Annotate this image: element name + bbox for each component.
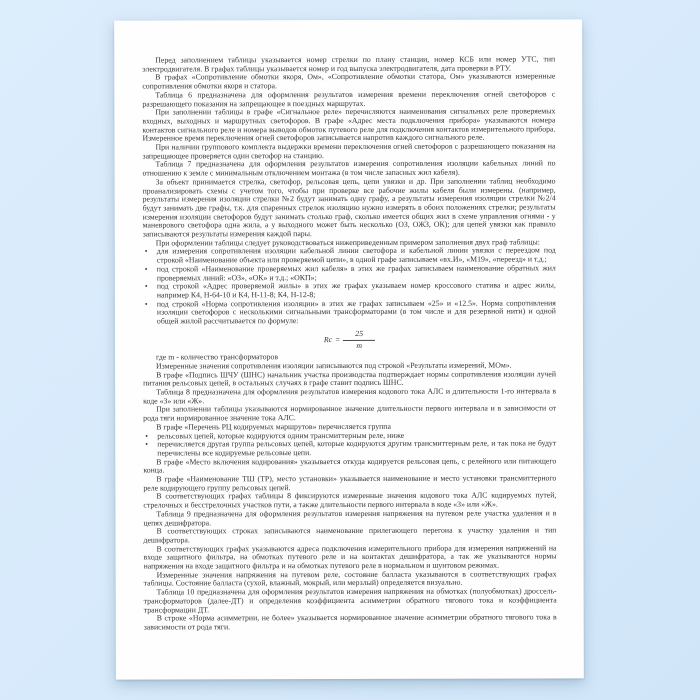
paragraph: Перед заполнением таблицы указывается номер стрелки по плану станции, номер КСБ или номер УТС, тип электродвигателя. В графах таблицы указывается номер и год выпуска электродвигателя, дата проверки в РТУ.	[142, 54, 556, 74]
paragraph: В строке «Норма асимметрии, не более» указывается нормированное значение асимметрии обратного тягового тока в зависимости от рода тяги.	[143, 612, 557, 632]
bullet-dot-icon: •	[144, 264, 148, 274]
bullet-text: рельсовых цепей, которые кодируются одним трансмиттерным реле, ниже	[157, 430, 405, 441]
paragraph: В графах «Сопротивление обмотки якоря, Ом», «Сопротивление обмотки статора, Ом» указываются измеренные сопротивления обмотки якоря и статора.	[142, 71, 556, 91]
bullet-dot-icon: •	[144, 281, 148, 291]
paragraph: В графе «Место включения кодирования» указывается откуда кодируется рельсовая цепь, с релейного или питающего конца.	[143, 456, 557, 475]
document-page	[114, 19, 584, 679]
bullet-dot-icon: •	[145, 431, 148, 441]
paragraph: В соответствующих графах таблицы 8 фиксируются измеренные значения кодового тока АЛС кодируемых путей, стрелочных и бесстрелочных участков пути, а также длительности первого интервала в коде «З» или «Ж».	[143, 490, 557, 510]
formula	[143, 329, 556, 350]
paragraph: При заполнении таблицы в графе «Сигнальное реле» перечисляются наименования сигнальных реле проверяемых входных, выходных и маршрутных светофоров. В графе «Адрес места подключения прибора» указываются номера контактов сигнального реле и номера выводов обмоток путевого реле для подключения контактов измерительного прибора. Измеренное время переключения огней светофоров записывается напротив каждого сигнального реле.	[142, 106, 556, 143]
paragraph: За объект принимается стрелка, светофор, рельсовая цепь, цепи увязки и др. При заполнении таблиц необходимо проанализировать схемы с учетом того, чтобы при проверке все рабочие жилы кабеля были измерены. (например, результаты измерения изоляции стрелки №2 будут занимать одну графу, а результаты измерения изоляции стрелки №2/4 будут занимать две графы, т.к. для спаренных стрелок изоляцию нужно измерять в обоих положениях стрелки; результаты измерения изоляции светофоров будут занимать столько граф, сколько имеется общих жил в схеме управления огнями - у маневрового светофора одна жила, а у выходного может быть несколько (ОЗ, ОЖЗ, ОК); для цепей увязки как правило записываются результаты измерения каждой пары.	[142, 176, 556, 239]
bullet-text: под строкой «Наименование проверяемых жил кабеля» в этих же графах записываем наименование обратных жил проверяемых линий: «ОЗ», «ОК» и т.д.; «ОКП»;	[156, 263, 556, 283]
paragraph: Измеренные значения сопротивления изоляции записываются под строкой «Результаты измерений, МОм».	[156, 360, 512, 371]
paragraph: При наличии группового комплекта выдержки времени переключения огней светофоров с разрешающего показания на запрещающее проверяется один светофор на станцию.	[142, 141, 556, 161]
paragraph: В графе «Перечень РЦ кодируемых маршрутов» перечисляется группа	[156, 421, 391, 432]
paragraph: Таблица 8 предназначена для оформления результатов измерения кодового тока АЛС и длительности 1-го интервала в коде «З» или «Ж».	[143, 386, 557, 406]
paragraph: При оформлении таблицы следует руководствоваться нижеприведенным примером заполнения двух граф таблицы:	[155, 237, 540, 248]
formula-equals: =	[335, 334, 341, 344]
bullet-text: перечисляется другая группа рельсовых цепей, которые кодируются другим трансмиттерным реле, и так пока не будут перечислены все кодируемые рельсовые цепи.	[157, 438, 557, 458]
paragraph: Таблица 7 предназначена для оформления результатов измерения сопротивления изоляции кабельных линий по отношению к земле с минимальным отключением монтажа (в том числе запасных жил кабеля).	[142, 158, 556, 178]
paragraph: Измеренные значения напряжения на путевом реле, состояние балласта указываются в соответствующих графах таблицы. Состояние балласта (сухой, влажный, мокрый, или мерзлый) определяется визуально.	[143, 569, 557, 589]
document-content	[142, 55, 557, 632]
paragraph: При заполнении таблицы указываются нормированное значение длительности первого интервала и в зависимости от рода тяги нормированное значение тока АЛС.	[143, 403, 557, 423]
formula-fraction	[343, 330, 375, 350]
bullet-item	[145, 440, 556, 458]
paragraph: В графе «Подпись ШЧУ (ШНС) начальник участка производства подтверждает нормы сопротивления изоляции лучей питания рельсовых цепей, в остальных случаях в графе ставит подпись ШНС.	[143, 369, 557, 388]
paragraph: В графе «Наименование ТШ (ТР), место установки» указывается наименование и место установки трансмиттерного реле кодирующего группу рельсовых цепей.	[143, 473, 557, 493]
bullet-text: для измерения сопротивления изоляции кабельной линии светофора и кабельной линии увязки с переездом под строкой «Наименование объекта или проверяемой цепи», в одной графе записываем «вх.И», «М19», «переезд» и т.д.;	[156, 245, 556, 265]
formula-numerator: 25	[343, 330, 375, 341]
bullet-dot-icon: •	[144, 299, 148, 309]
paragraph: где m - количество трансформаторов	[156, 352, 279, 362]
bullet-dot-icon: •	[145, 439, 148, 449]
bullet-dot-icon: •	[144, 246, 148, 257]
formula-lhs: Rc	[323, 334, 333, 344]
bullet-item	[145, 282, 556, 300]
bullet-item	[145, 299, 556, 326]
bullet-text: под строкой «Адрес проверяемой жилы» в этих же графах указываем номер кроссового статива и адрес жилы, например К4, Н-64-10 и К4, Н-11-8; К4, Н-12-8;	[156, 280, 556, 300]
formula-denominator: m	[356, 340, 363, 350]
bullet-text: под строкой «Норма сопротивления изоляции» в этих же графах записываем «25» и «12.5». Норма сопротивления изоляции светофоров с несколькими сигнальными трансформаторами (в том числе и для резервной нити) и одной общей жилой рассчитывается по формуле:	[156, 298, 556, 326]
paragraph: Таблица 10 предназначена для оформления результатов измерения напряжения на обмотках (полуобмотках) дроссель-трансформаторов (далее-ДТ) и определения коэффициента асимметрии обратного тягового тока и коэффициента трансформации ДТ.	[143, 586, 557, 615]
paragraph: В соответствующих графах указываются адреса подключения измерительного прибора для измерения напряжений на входе защитного фильтра, на обмотках путевого реле и на контактах дешифратора, а так же указываются нормы напряжения на входе защитного фильтра и на обмотках путевого реле в нормальном и шунтовом режимах.	[143, 543, 557, 571]
paragraph: Таблица 6 предназначена для оформления результатов измерения времени переключения огней светофоров с разрешающего показания на запрещающее в поездных маршрутах.	[142, 89, 556, 109]
paragraph: Таблица 9 предназначена для оформления результатов измерения напряжения на путевом реле участка удаления и в цепях дешифратора.	[143, 508, 557, 528]
paragraph: В соответствующих строках записываются наименование прилегающего перегона к участку удаления и тип дешифратора.	[143, 525, 557, 545]
